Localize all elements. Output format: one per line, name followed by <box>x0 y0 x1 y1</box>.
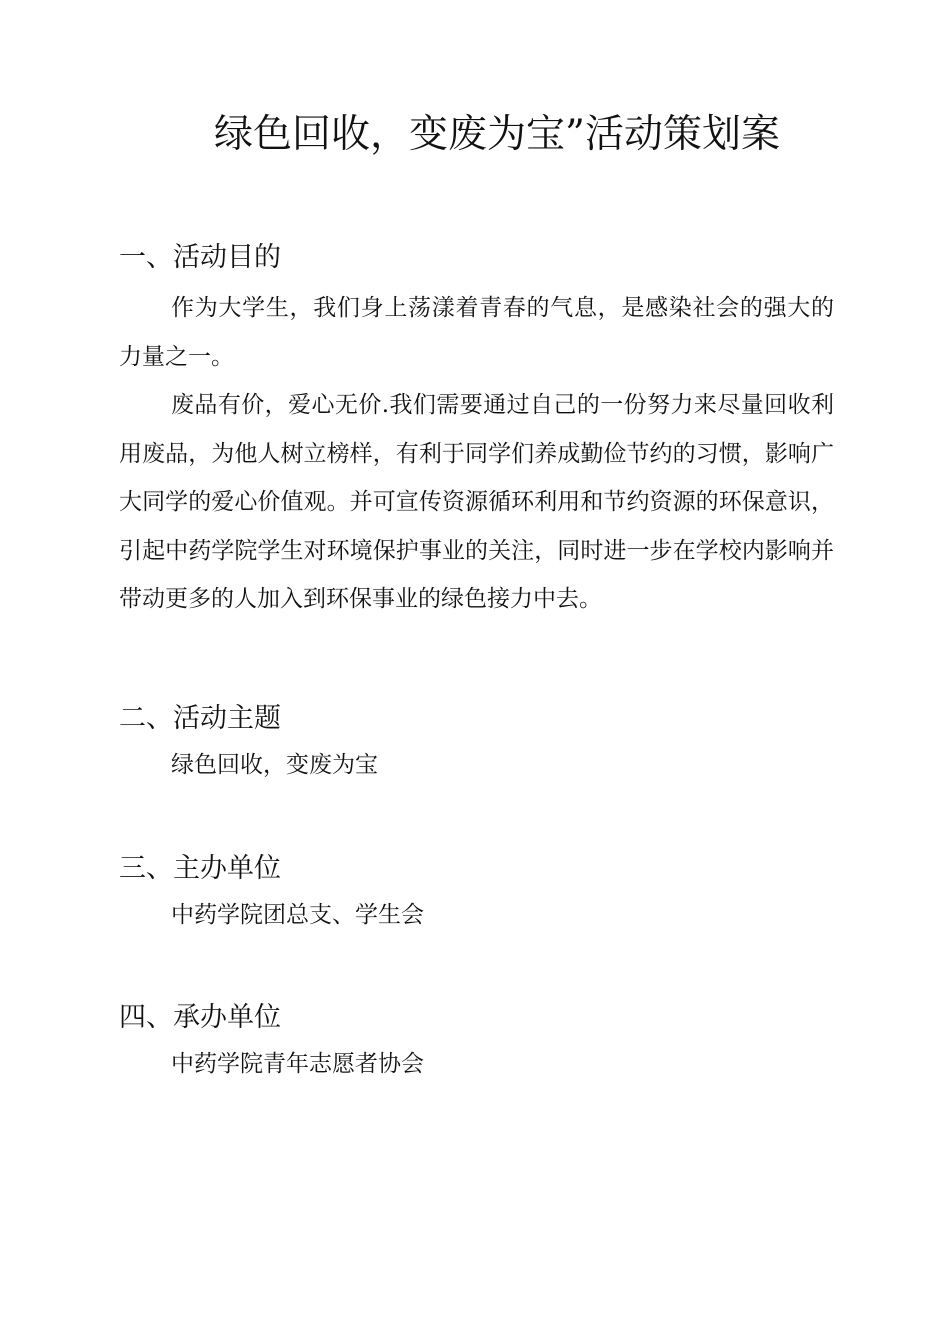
section-body: 中药学院青年志愿者协会 <box>171 1050 424 1077</box>
paragraph: 作为大学生，我们身上荡漾着青春的气息，是感染社会的强大的力量之一。 <box>119 295 834 370</box>
section-body: 绿色回收，变废为宝 <box>171 751 378 778</box>
section-theme <box>119 697 834 787</box>
section-organizer <box>119 847 834 937</box>
section-body: 中药学院团总支、学生会 <box>171 901 424 928</box>
document-title: 绿色回收，变废为宝”活动策划案 <box>214 112 780 157</box>
document-body <box>119 236 834 1086</box>
section-heading: 四、承办单位 <box>119 1001 281 1033</box>
section-purpose <box>119 236 834 624</box>
section-heading: 二、活动主题 <box>119 702 281 734</box>
paragraph: 废品有价，爱心无价.我们需要通过自己的一份努力来尽量回收利用废品，为他人树立榜样，有利于同学们养成勤俭节约的习惯，影响广大同学的爱心价值观。并可宣传资源循环利用和节约资源的环保意识，引起中药学院学生对环境保护事业的关注，同时进一步在学校内影响并带动更多的人加入到环保事业的绿色接力中去。 <box>119 392 834 612</box>
section-heading: 三、主办单位 <box>119 852 281 884</box>
section-undertaker <box>119 996 834 1086</box>
section-heading: 一、活动目的 <box>119 242 281 273</box>
